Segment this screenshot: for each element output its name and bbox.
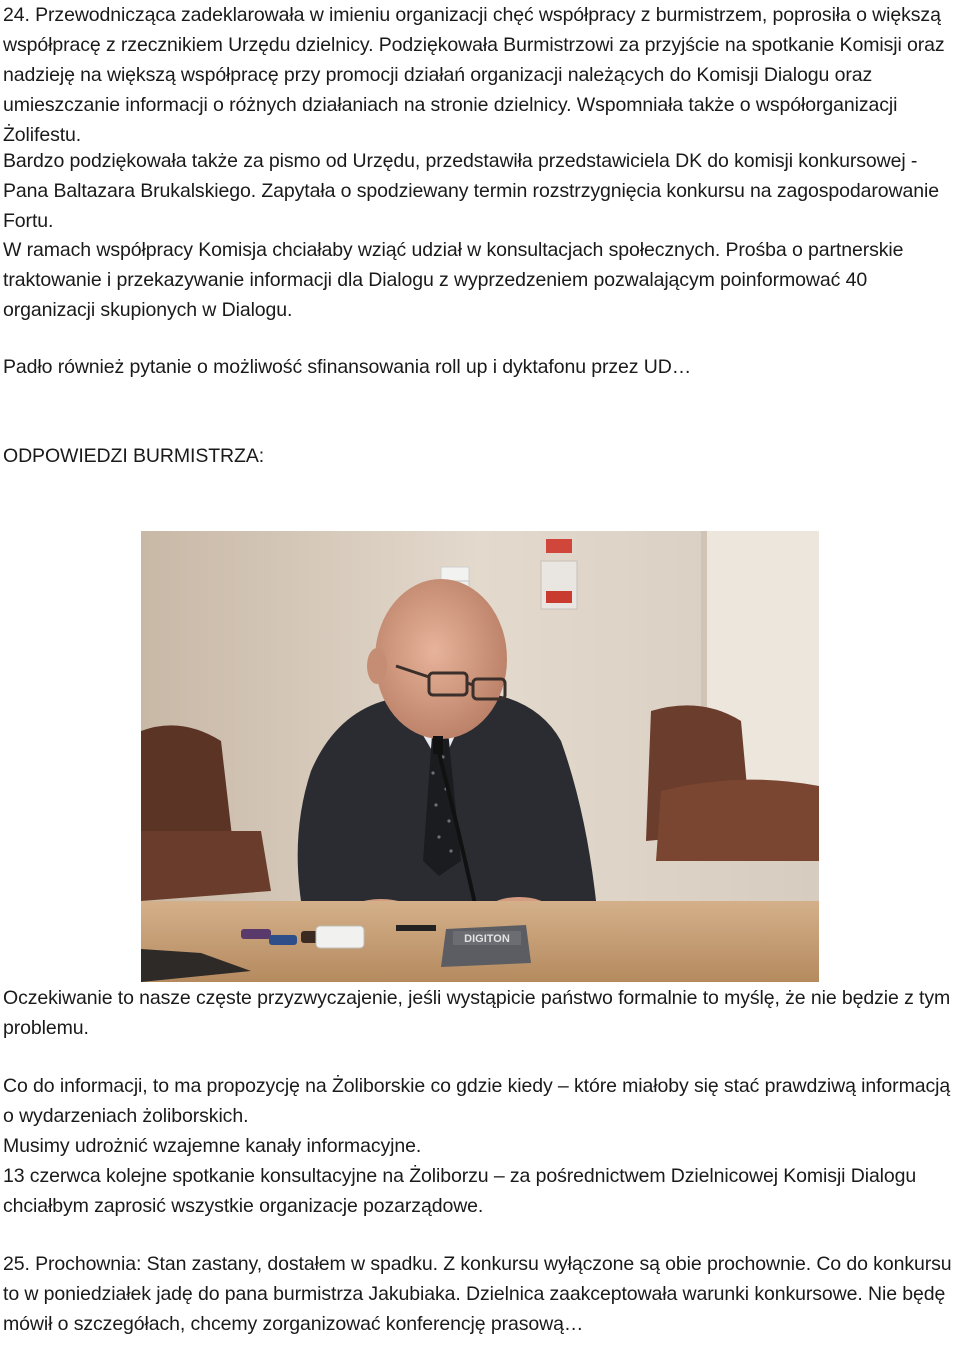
section-heading: ODPOWIEDZI BURMISTRZA:	[3, 445, 265, 467]
mayor-photo	[141, 531, 819, 982]
paragraph-answer-consultation: 13 czerwca kolejne spotkanie konsultacyjne na Żoliborzu – za pośrednictwem Dzielnicowej Komisji Dialogu chciałbym zaprosić wszystkie organizacje pozarządowe.	[3, 1165, 917, 1217]
paragraph-consultations: W ramach współpracy Komisja chciałaby wziąć udział w konsultacjach społecznych. Prośba o partnerskie traktowanie i przekazywanie informacji dla Dialogu z wyprzedzeniem pozwalającym poinformować 40 organizacji skupionych w Dialogu.	[3, 239, 904, 321]
paragraph-answer-information: Co do informacji, to ma propozycję na Żoliborskie co gdzie kiedy – które miałoby się stać prawdziwą informacją o wydarzeniach żoliborskich.	[3, 1075, 951, 1127]
microphone-brand-label: DIGITON	[464, 933, 510, 945]
paragraph-item-24: 24. Przewodnicząca zadeklarowała w imieniu organizacji chęć współpracy z burmistrzem, poprosiła o większą współpracę z rzecznikiem Urzędu dzielnicy. Podziękowała Burmistrzowi za przyjście na spotkanie Komisji oraz nadzieję na większą współpracę przy promocji działań organizacji należących do Komisji Dialogu oraz umieszczanie informacji o różnych działaniach na stronie dzielnicy. Wspomniała także o współorganizacji Żolifestu.	[3, 4, 945, 146]
paragraph-question: Padło również pytanie o możliwość sfinansowania roll up i dyktafonu przez UD…	[3, 356, 692, 378]
paragraph-answer-channels: Musimy udrożnić wzajemne kanały informacyjne.	[3, 1135, 422, 1157]
paragraph-answer-expectation: Oczekiwanie to nasze częste przyzwyczajenie, jeśli wystąpicie państwo formalnie to myślę, że nie będzie z tym problemu.	[3, 987, 951, 1039]
paragraph-item-25: 25. Prochownia: Stan zastany, dostałem w spadku. Z konkursu wyłączone są obie prochownie. Co do konkursu to w poniedziałek jadę do pana burmistrza Jakubiaka. Dzielnica zaakceptowała warunki konkursowe. Nie będę mówił o szczegółach, chcemy zorganizować konferencję prasową…	[3, 1253, 952, 1335]
paragraph-jury-member: Bardzo podziękowała także za pismo od Urzędu, przedstawiła przedstawiciela DK do komisji konkursowej - Pana Baltazara Brukalskiego. Zapytała o spodziewany termin rozstrzygnięcia konkursu na zagospodarowanie Fortu.	[3, 150, 939, 232]
